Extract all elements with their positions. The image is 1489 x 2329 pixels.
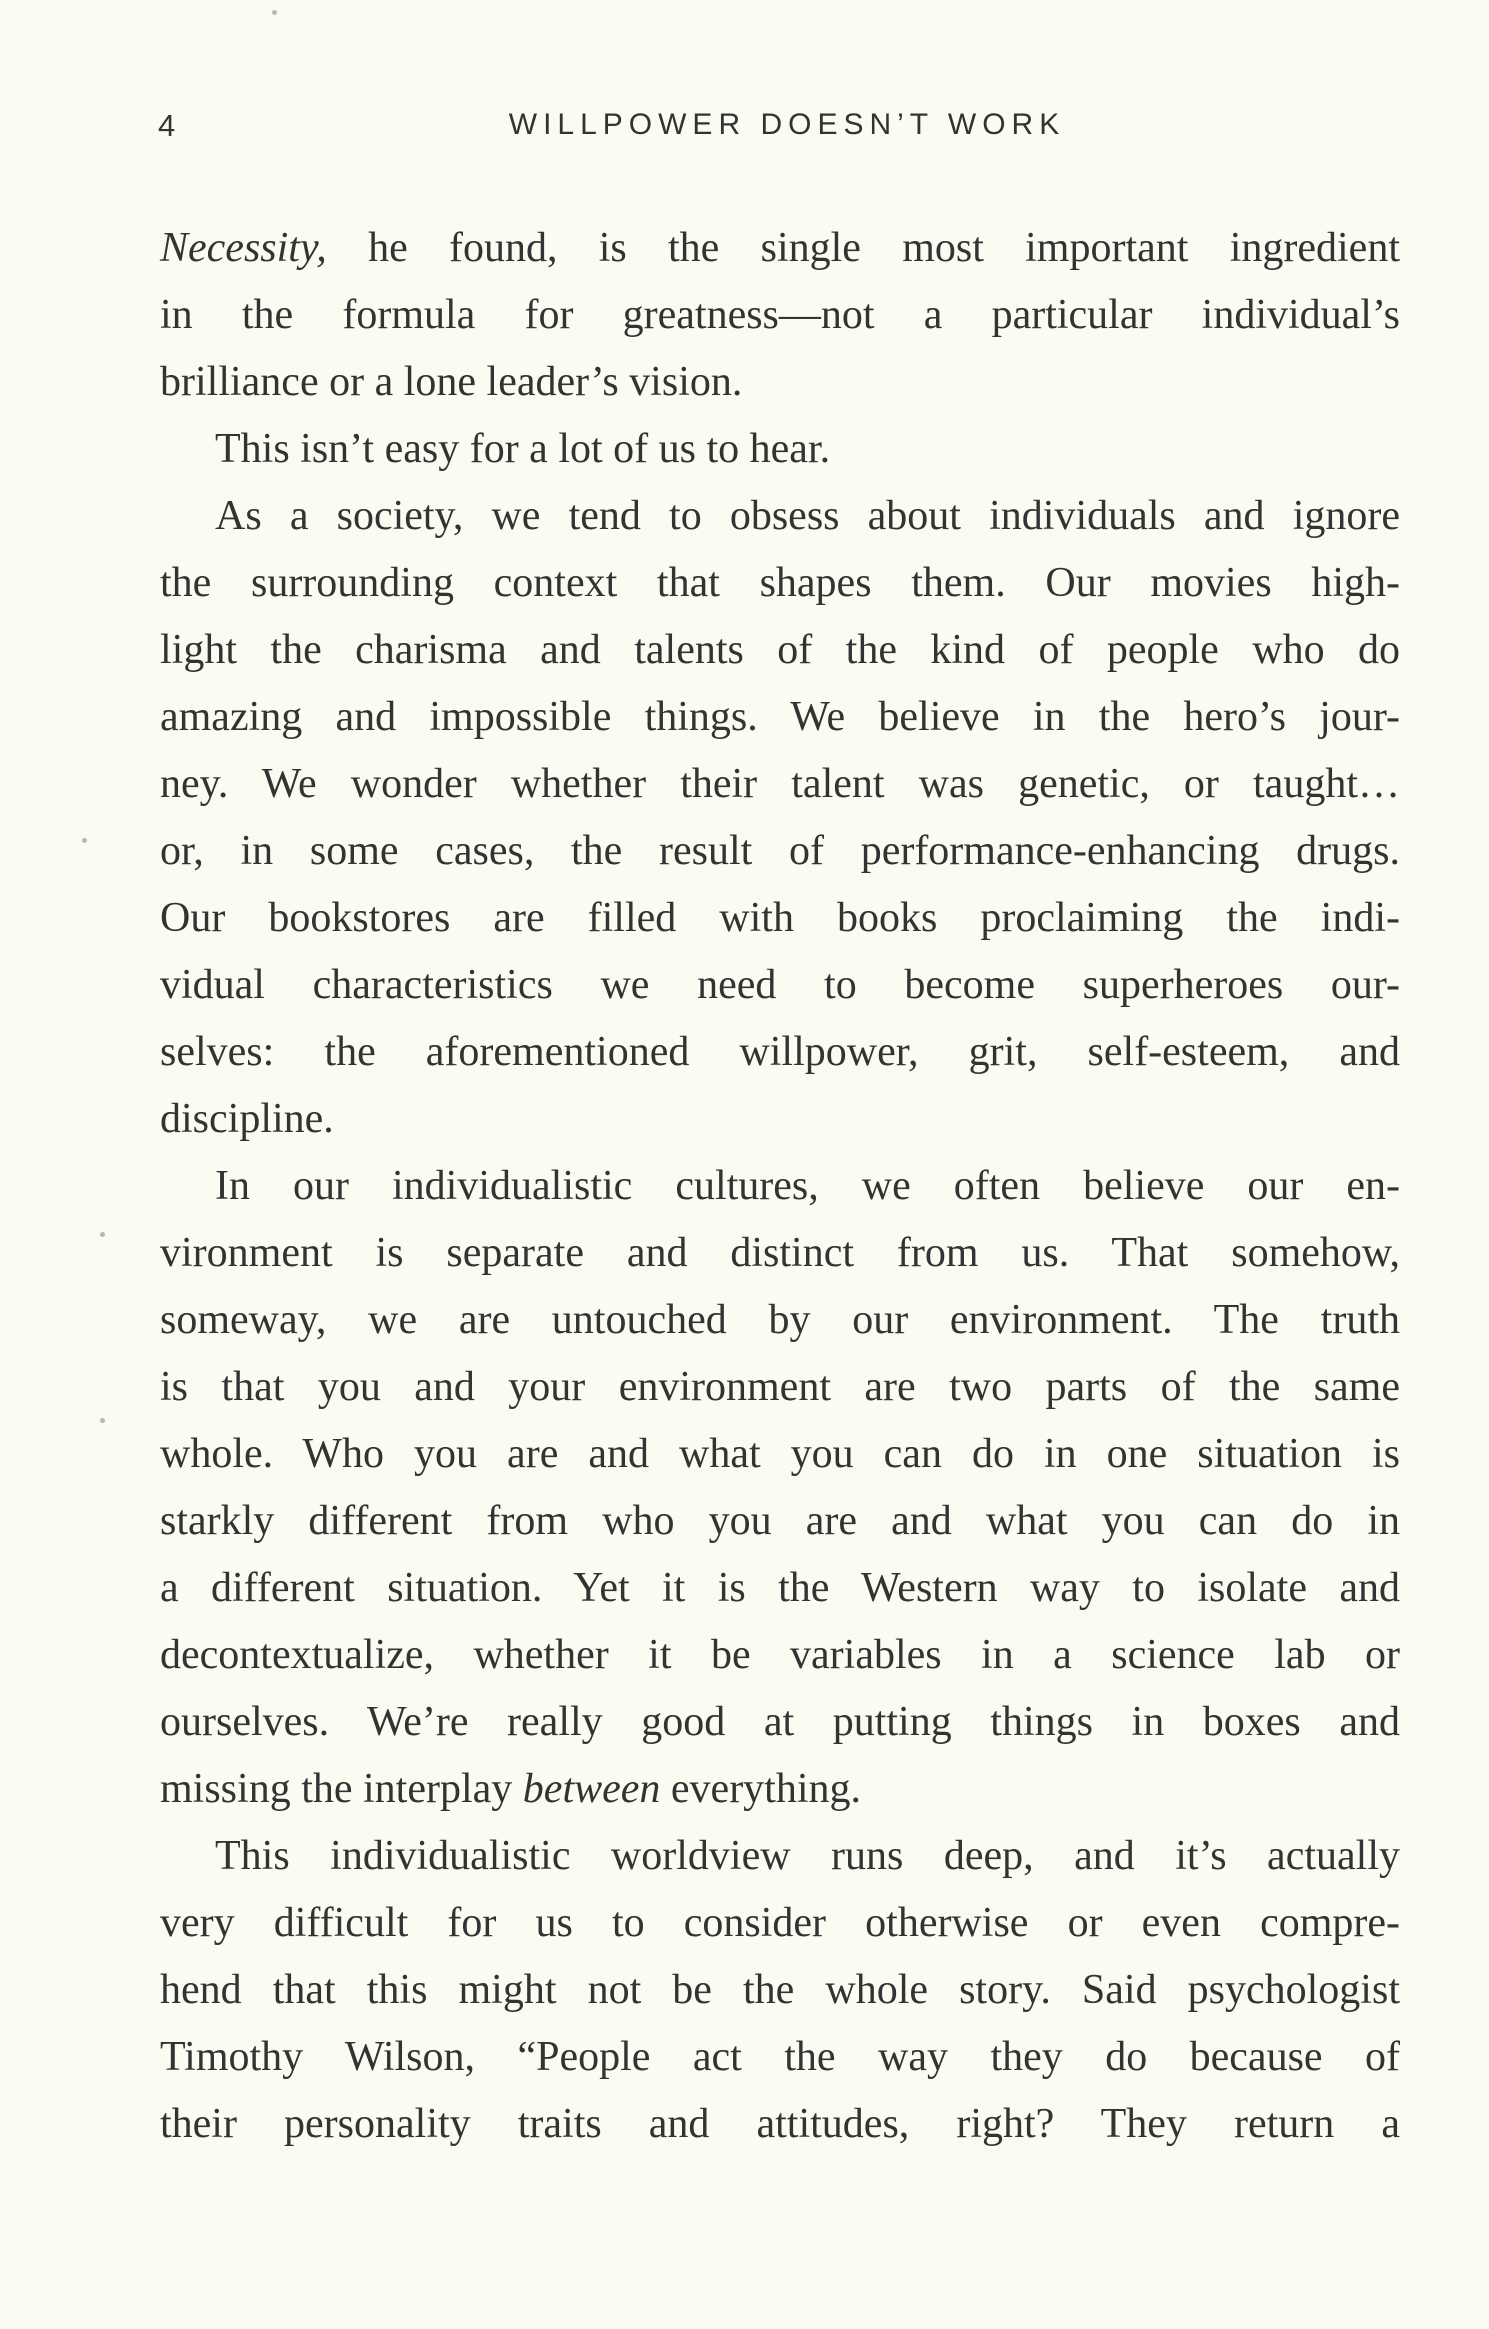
text-line: amazing and impossible things. We believe in the hero’s jour-	[160, 694, 1400, 740]
text-line: very difficult for us to consider otherwise or even compre-	[160, 1900, 1400, 1946]
paragraph-start: This isn’t easy for a lot of us to hear.	[215, 426, 831, 472]
page-number: 4	[158, 108, 177, 143]
running-head: WILLPOWER DOESN’T WORK	[508, 108, 1066, 141]
text-line: hend that this might not be the whole story. Said psychologist	[160, 1967, 1400, 2013]
text-line: missing the interplay between everything.	[160, 1766, 862, 1812]
text-line: ney. We wonder whether their talent was genetic, or taught…	[160, 761, 1400, 807]
text-line: in the formula for greatness—not a particular individual’s	[160, 292, 1400, 338]
paragraph-start: In our individualistic cultures, we often believe our en-	[215, 1163, 1400, 1209]
text-line: brilliance or a lone leader’s vision.	[160, 359, 743, 405]
italic-word: Necessity,	[160, 225, 327, 271]
text-line: their personality traits and attitudes, right? They return a	[160, 2101, 1400, 2147]
text-line: selves: the aforementioned willpower, grit, self-esteem, and	[160, 1029, 1400, 1075]
paper-speck	[100, 1418, 105, 1423]
text-line: a different situation. Yet it is the Western way to isolate and	[160, 1565, 1400, 1611]
text-line: someway, we are untouched by our environment. The truth	[160, 1297, 1400, 1343]
text-line: or, in some cases, the result of performance-enhancing drugs.	[160, 828, 1400, 874]
paper-speck	[100, 1232, 105, 1237]
text-line: starkly different from who you are and what you can do in	[160, 1498, 1400, 1544]
text-line: is that you and your environment are two parts of the same	[160, 1364, 1400, 1410]
text-line: Necessity, he found, is the single most important ingredient	[160, 225, 1400, 271]
text-line: vironment is separate and distinct from us. That somehow,	[160, 1230, 1400, 1276]
text-line: ourselves. We’re really good at putting things in boxes and	[160, 1699, 1400, 1745]
paper-speck	[82, 838, 87, 843]
text-line: Our bookstores are filled with books proclaiming the indi-	[160, 895, 1400, 941]
body-text	[160, 215, 1400, 2158]
text-line: light the charisma and talents of the kind of people who do	[160, 627, 1400, 673]
text-line: whole. Who you are and what you can do in one situation is	[160, 1431, 1400, 1477]
text-line: vidual characteristics we need to become superheroes our-	[160, 962, 1400, 1008]
paper-speck	[272, 10, 277, 15]
text-line: discipline.	[160, 1096, 334, 1142]
text-line: decontextualize, whether it be variables in a science lab or	[160, 1632, 1400, 1678]
text-line: the surrounding context that shapes them. Our movies high-	[160, 560, 1400, 606]
text-line: Timothy Wilson, “People act the way they do because of	[160, 2034, 1400, 2080]
paragraph-start: This individualistic worldview runs deep, and it’s actually	[215, 1833, 1400, 1879]
italic-word: between	[522, 1766, 661, 1812]
paragraph-start: As a society, we tend to obsess about individuals and ignore	[215, 493, 1400, 539]
